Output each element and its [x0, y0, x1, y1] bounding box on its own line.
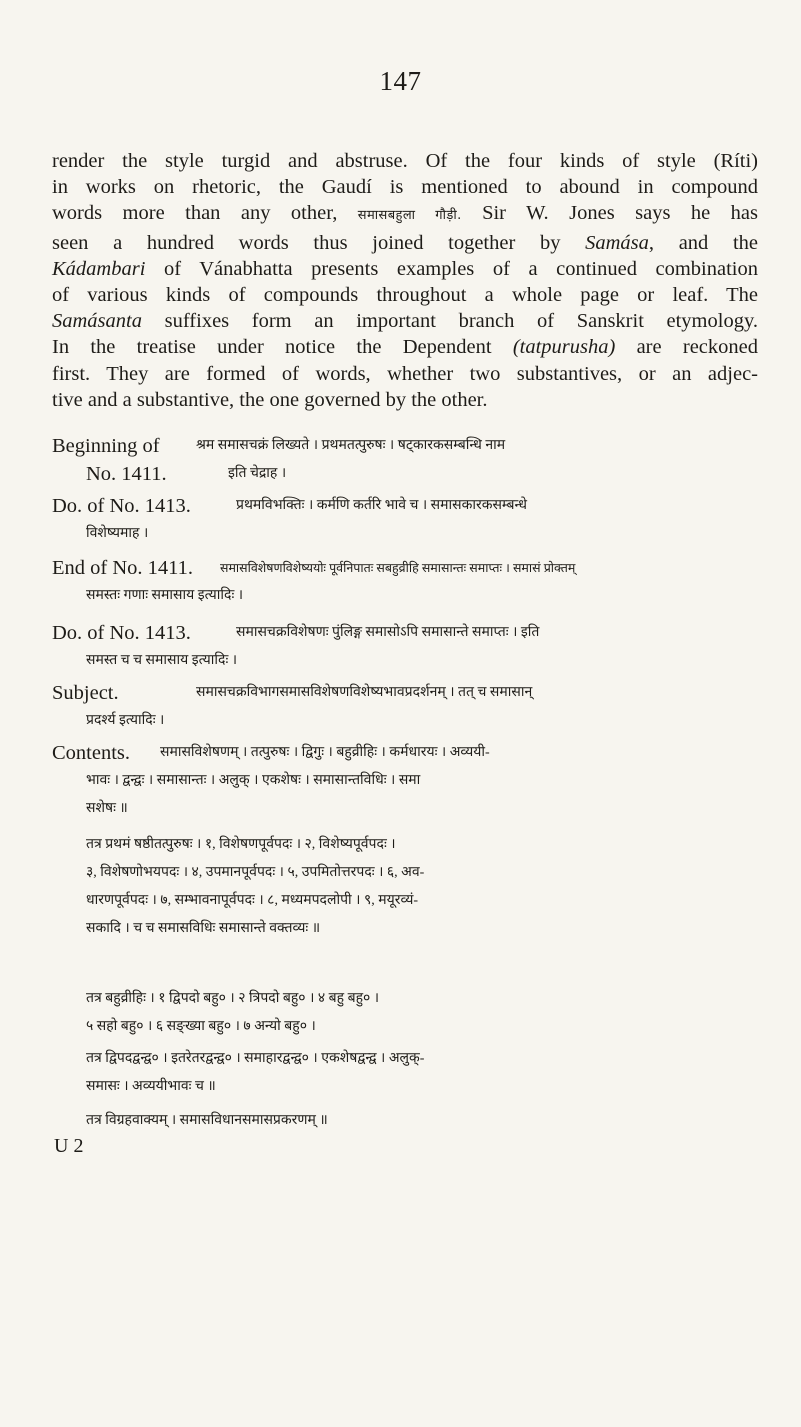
- paragraph-line: first. They are formed of words, whether two substantives, or an adjec-: [52, 362, 758, 385]
- paragraph-line: in works on rhetoric, the Gaudí is mentioned to abound in compound: [52, 176, 758, 199]
- contents-line: तत्र विग्रहवाक्यम् । समासविधानसमासप्रकरणम् ॥: [86, 1113, 328, 1128]
- contents-label: Contents.: [52, 742, 131, 764]
- intro-paragraph: [52, 148, 758, 413]
- paragraph-line: words more than any other, समासबहुला गौड़ी. Sir W. Jones says he has: [52, 202, 758, 225]
- subject-text-1: समासचक्रविभागसमासविशेषणविशेष्यभावप्रदर्शनम् । तत् च समासान्: [196, 685, 533, 700]
- subject-label: Subject.: [52, 682, 119, 704]
- beginning-label: Beginning of: [52, 435, 160, 457]
- contents-text-3: सशेषः ॥: [86, 801, 128, 816]
- subject-text-2: प्रदर्श्य इत्यादिः ।: [86, 713, 165, 728]
- do1413-end-text-1: समासचक्रविशेषणः पुंलिङ्ग समासोऽपि समासान्ते समाप्तः । इति: [236, 625, 540, 640]
- do1413-end-text-2: समस्त च च समासाय इत्यादिः ।: [86, 653, 238, 668]
- page-number: 147: [379, 66, 422, 96]
- paragraph-line: tive and a substantive, the one governed by the other.: [52, 388, 488, 411]
- contents-line: ५ सहो बहु० । ६ सङ्ख्या बहु० । ७ अन्यो बहु० ।: [86, 1019, 316, 1034]
- paragraph-line: Samásanta suffixes form an important branch of Sanskrit etymology.: [52, 310, 758, 333]
- paragraph-line: In the treatise under notice the Dependent (tatpurusha) are reckoned: [52, 336, 758, 359]
- beginning-text: श्रम समासचक्रं लिख्यते । प्रथमतत्पुरुषः । षट्कारकसम्बन्धि नाम: [196, 438, 506, 453]
- end1411-text-2: समस्तः गणाः समासाय इत्यादिः ।: [86, 588, 244, 603]
- contents-line: धारणपूर्वपदः । ७, सम्भावनापूर्वपदः । ८, मध्यमपदलोपी । ९, मयूरव्यं-: [86, 893, 419, 908]
- contents-line: तत्र बहुव्रीहिः । १ द्विपदो बहु० । २ त्रिपदो बहु० । ४ बहु बहु० ।: [86, 991, 380, 1006]
- do1413-label: Do. of No. 1413.: [52, 495, 191, 517]
- paragraph-line: seen a hundred words thus joined together by Samása, and the: [52, 231, 758, 254]
- end1411-text-1: समासविशेषणविशेष्ययोः पूर्वनिपातः सबहुव्रीहि समासान्तः समाप्तः । समासं प्रोक्तम्: [220, 561, 576, 575]
- contents-line: ३, विशेषणोभयपदः । ४, उपमानपूर्वपदः । ५, उपमितोत्तरपदः । ६, अव-: [86, 865, 425, 880]
- signature-mark: U 2: [54, 1135, 84, 1157]
- no1411-text: इति चेद्राह ।: [228, 466, 287, 481]
- do1413-text-1: प्रथमविभक्तिः । कर्मणि कर्तरि भावे च । समासकारकसम्बन्धे: [236, 498, 527, 513]
- contents-line: तत्र द्विपदद्वन्द्व० । इतरेतरद्वन्द्व० । समाहारद्वन्द्व० । एकशेषद्वन्द्व । अलुक्-: [86, 1051, 425, 1066]
- do1413-end-label: Do. of No. 1413.: [52, 622, 191, 644]
- contents-line: समासः । अव्ययीभावः च ॥: [86, 1079, 216, 1094]
- end1411-label: End of No. 1411.: [52, 557, 194, 579]
- contents-line: तत्र प्रथमं षष्ठीतत्पुरुषः । १, विशेषणपूर्वपदः । २, विशेष्यपूर्वपदः ।: [86, 837, 396, 852]
- no1411-label: No. 1411.: [86, 463, 167, 485]
- paragraph-line: of various kinds of compounds throughout a whole page or leaf. The: [52, 284, 758, 307]
- contents-line: सकादि । च च समासविधिः समासान्ते वक्तव्यः ॥: [86, 921, 321, 936]
- paragraph-line: render the style turgid and abstruse. Of the four kinds of style (Ríti): [52, 150, 758, 172]
- contents-text-2: भावः । द्वन्द्वः । समासान्तः । अलुक् । एकशेषः । समासान्तविधिः । समा: [86, 773, 421, 788]
- do1413-text-2: विशेष्यमाह ।: [86, 526, 149, 541]
- contents-text-1: समासविशेषणम् । तत्पुरुषः । द्विगुः । बहुव्रीहिः । कर्मधारयः । अव्ययी-: [160, 745, 490, 760]
- paragraph-line: Kádambari of Vánabhatta presents examples of a continued combination: [52, 257, 758, 280]
- sanskrit-quote: समासबहुला गौड़ी.: [357, 208, 462, 224]
